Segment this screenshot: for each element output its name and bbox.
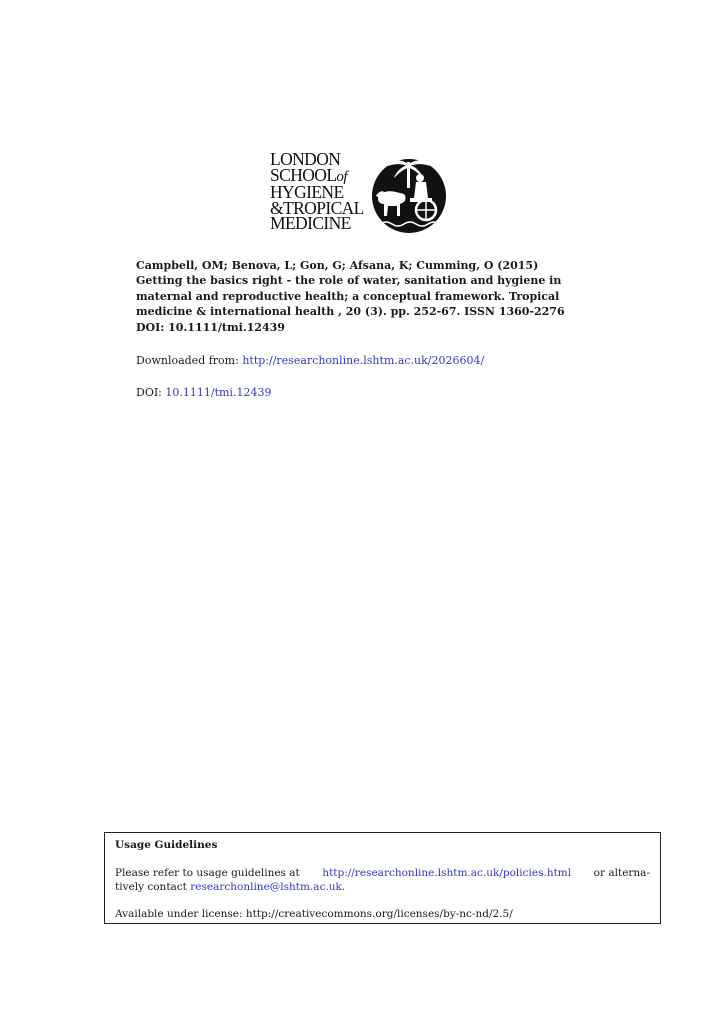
doi-link[interactable]: 10.1111/tmi.12439 xyxy=(165,386,272,399)
logo-word-school: SCHOOL xyxy=(270,164,337,185)
usage-period: . xyxy=(341,881,346,893)
citation-line: Getting the basics right - the role of water, sanitation and hygiene in xyxy=(136,274,562,288)
usage-text-or: or alterna- xyxy=(593,867,650,879)
doi-line xyxy=(136,386,271,399)
usage-text-cont: tively contact xyxy=(115,881,187,893)
logo-line-hygiene: HYGIENE xyxy=(270,182,344,203)
email-link[interactable]: researchonline@lshtm.ac.uk xyxy=(190,881,342,893)
license-text: Available under license: http://creativecommons.org/licenses/by-nc-nd/2.5/ xyxy=(115,908,513,920)
citation-line: medicine & international health , 20 (3). pp. 252-67. ISSN 1360-2276 xyxy=(136,305,565,319)
lshtm-logo xyxy=(270,149,450,238)
usage-text xyxy=(115,866,650,894)
lshtm-emblem-icon xyxy=(370,152,448,236)
logo-line-london: LONDON xyxy=(270,149,341,169)
downloaded-from xyxy=(136,354,484,367)
citation-line: DOI: 10.1111/tmi.12439 xyxy=(136,320,285,334)
usage-guidelines-box xyxy=(104,832,661,924)
logo-wordmark xyxy=(270,149,374,234)
usage-title: Usage Guidelines xyxy=(115,839,218,851)
logo-line-tropical: &TROPICAL xyxy=(270,197,364,218)
doi-label: DOI: xyxy=(136,386,162,399)
policies-link[interactable]: http://researchonline.lshtm.ac.uk/policies.html xyxy=(322,867,572,879)
citation-line: maternal and reproductive health; a conceptual framework. Tropical xyxy=(136,289,560,303)
citation-line: Campbell, OM; Benova, L; Gon, G; Afsana, K; Cumming, O (2015) xyxy=(136,259,539,272)
logo-line-medicine: MEDICINE xyxy=(270,213,351,234)
downloaded-label: Downloaded from: xyxy=(136,354,239,367)
logo-word-of: of xyxy=(336,168,347,185)
downloaded-url-link[interactable]: http://researchonline.lshtm.ac.uk/2026604/ xyxy=(242,354,485,367)
citation-block xyxy=(136,258,598,335)
usage-text-start: Please refer to usage guidelines at xyxy=(115,867,300,879)
